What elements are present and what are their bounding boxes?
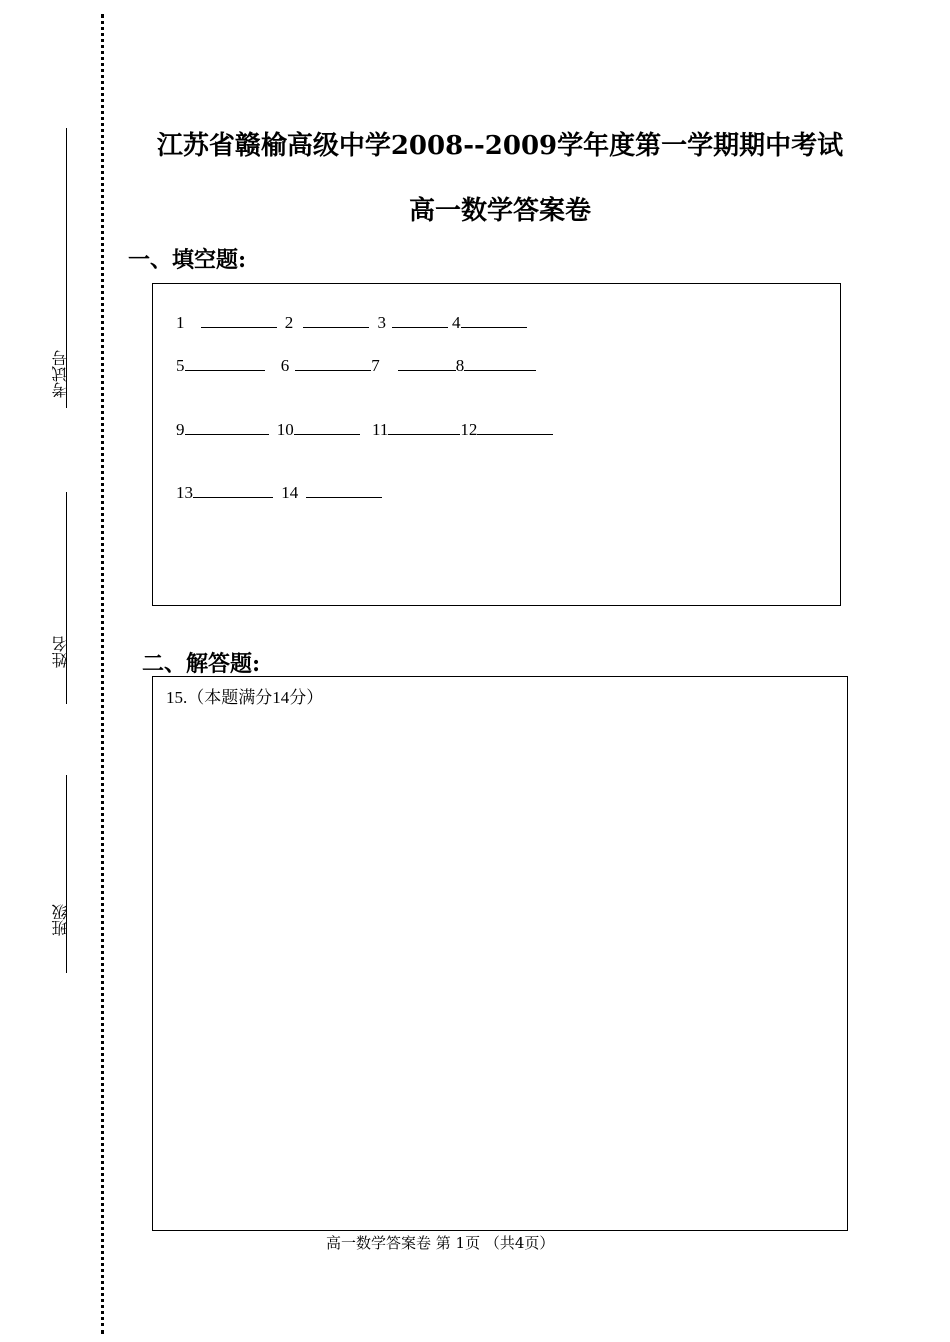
name-label: 姓名 xyxy=(51,636,70,668)
fill-row-3 xyxy=(176,420,557,440)
q-number: 4 xyxy=(452,313,461,332)
answer-blank[interactable] xyxy=(306,483,382,498)
answer-blank[interactable] xyxy=(477,420,553,435)
q-number: 7 xyxy=(371,356,380,375)
page-title: 江苏省赣榆高级中学2008--2009学年度第一学期期中考试 xyxy=(156,131,844,161)
q-number: 3 xyxy=(377,313,386,332)
answer-box-q15[interactable] xyxy=(152,676,848,1231)
answer-blank[interactable] xyxy=(294,420,360,435)
answer-blank[interactable] xyxy=(398,356,456,371)
answer-blank[interactable] xyxy=(193,483,273,498)
answer-blank[interactable] xyxy=(295,356,371,371)
answer-blank[interactable] xyxy=(201,313,277,328)
name-line xyxy=(66,492,67,704)
answer-blank[interactable] xyxy=(388,420,460,435)
class-label: 班级 xyxy=(51,904,70,936)
answer-blank[interactable] xyxy=(185,420,269,435)
question-15-label: 15.（本题满分14分） xyxy=(166,688,324,707)
q-number: 11 xyxy=(372,420,389,439)
class-line xyxy=(66,775,67,973)
exam-number-label: 考试号 xyxy=(51,350,70,398)
q-number: 14 xyxy=(281,483,299,502)
q-number: 10 xyxy=(276,420,294,439)
section-fill-heading: 一、填空题: xyxy=(128,247,247,273)
fill-row-4 xyxy=(176,483,386,503)
q-number: 6 xyxy=(280,356,290,375)
section-answer-heading: 二、解答题: xyxy=(142,651,261,677)
q-number: 9 xyxy=(176,420,185,439)
page-footer: 高一数学答案卷 第 1页 （共4页） xyxy=(326,1234,555,1252)
answer-blank[interactable] xyxy=(303,313,369,328)
fill-row-2 xyxy=(176,356,540,376)
q-number: 8 xyxy=(455,356,465,375)
q-number: 12 xyxy=(460,420,478,439)
q-number: 13 xyxy=(176,483,193,502)
answer-blank[interactable] xyxy=(464,356,536,371)
answer-blank[interactable] xyxy=(185,356,265,371)
q-number: 2 xyxy=(284,313,294,332)
answer-blank[interactable] xyxy=(392,313,448,328)
answer-blank[interactable] xyxy=(461,313,527,328)
fill-row-1 xyxy=(176,313,531,333)
q-number: 1 xyxy=(176,313,185,332)
page-subtitle: 高一数学答案卷 xyxy=(408,196,591,226)
q-number: 5 xyxy=(176,356,185,375)
